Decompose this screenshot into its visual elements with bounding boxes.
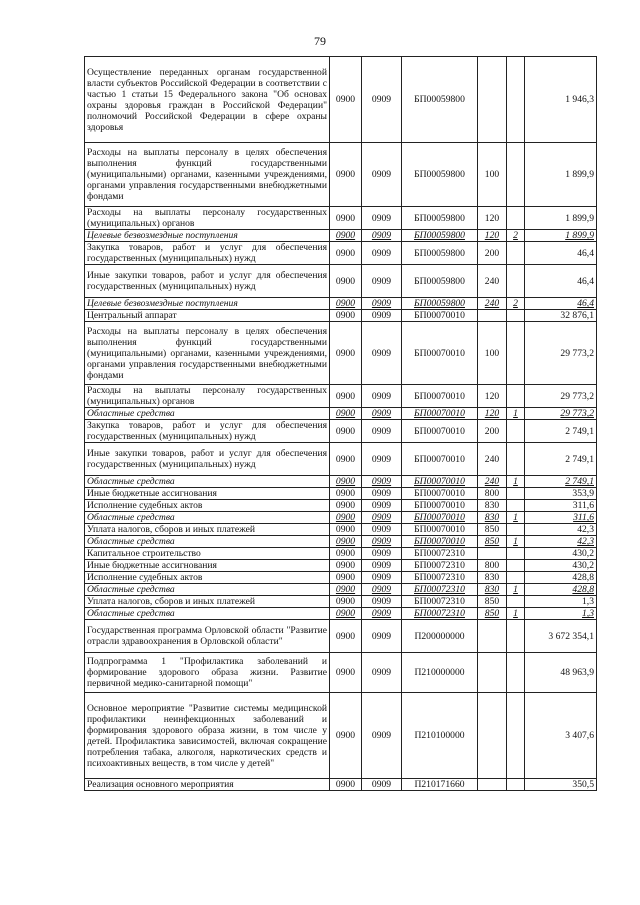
row-amount-cell: 29 773,2	[525, 322, 597, 385]
row-funding-source-cell	[507, 500, 525, 512]
table-row	[85, 536, 597, 548]
row-name-cell: Исполнение судебных актов	[85, 500, 330, 512]
row-expense-type-cell	[478, 310, 507, 322]
row-target-article-cell: П210000000	[402, 653, 478, 693]
row-expense-type-cell: 850	[478, 524, 507, 536]
row-name-cell: Областные средства	[85, 408, 330, 420]
row-subsection-cell: 0909	[362, 476, 402, 488]
row-target-article-cell: БП00070010	[402, 322, 478, 385]
row-amount-cell: 353,9	[525, 488, 597, 500]
row-expense-type-cell: 100	[478, 322, 507, 385]
row-subsection-cell: 0909	[362, 596, 402, 608]
row-expense-type-cell	[478, 548, 507, 560]
row-section-cell: 0900	[330, 265, 362, 298]
row-target-article-cell: БП00070010	[402, 385, 478, 408]
row-funding-source-cell	[507, 57, 525, 143]
row-subsection-cell: 0909	[362, 408, 402, 420]
row-subsection-cell: 0909	[362, 584, 402, 596]
row-section-cell: 0900	[330, 57, 362, 143]
row-expense-type-cell: 120	[478, 207, 507, 230]
row-section-cell: 0900	[330, 779, 362, 791]
row-section-cell: 0900	[330, 693, 362, 779]
row-section-cell: 0900	[330, 512, 362, 524]
row-funding-source-cell	[507, 420, 525, 443]
row-expense-type-cell	[478, 653, 507, 693]
row-name-cell: Осуществление переданных органам государственной власти субъектов Российской Федерации в соответствии с частью 1 статьи 15 Федерального закона "Об основах охраны здоровья граждан в Российской Федерации" полномочий Российской Федерации в сфере охраны здоровья	[85, 57, 330, 143]
row-name-cell: Целевые безвозмездные поступления	[85, 298, 330, 310]
row-subsection-cell: 0909	[362, 57, 402, 143]
row-amount-cell: 428,8	[525, 572, 597, 584]
row-section-cell: 0900	[330, 443, 362, 476]
row-funding-source-cell: 1	[507, 536, 525, 548]
table-row	[85, 608, 597, 620]
row-target-article-cell: БП00059800	[402, 265, 478, 298]
row-name-cell: Реализация основного мероприятия	[85, 779, 330, 791]
row-funding-source-cell	[507, 488, 525, 500]
row-expense-type-cell: 120	[478, 230, 507, 242]
row-target-article-cell: БП00072310	[402, 608, 478, 620]
row-section-cell: 0900	[330, 230, 362, 242]
row-funding-source-cell	[507, 207, 525, 230]
row-funding-source-cell: 2	[507, 230, 525, 242]
row-subsection-cell: 0909	[362, 560, 402, 572]
row-funding-source-cell	[507, 242, 525, 265]
row-section-cell: 0900	[330, 500, 362, 512]
row-expense-type-cell: 240	[478, 298, 507, 310]
row-section-cell: 0900	[330, 420, 362, 443]
row-funding-source-cell	[507, 265, 525, 298]
row-subsection-cell: 0909	[362, 500, 402, 512]
row-funding-source-cell	[507, 572, 525, 584]
row-expense-type-cell: 200	[478, 242, 507, 265]
row-section-cell: 0900	[330, 385, 362, 408]
row-section-cell: 0900	[330, 536, 362, 548]
row-amount-cell: 2 749,1	[525, 476, 597, 488]
row-expense-type-cell: 830	[478, 584, 507, 596]
row-subsection-cell: 0909	[362, 242, 402, 265]
row-amount-cell: 1 899,9	[525, 143, 597, 207]
row-subsection-cell: 0909	[362, 536, 402, 548]
row-amount-cell: 42,3	[525, 524, 597, 536]
row-funding-source-cell: 2	[507, 298, 525, 310]
row-subsection-cell: 0909	[362, 385, 402, 408]
row-name-cell: Закупка товаров, работ и услуг для обеспечения государственных (муниципальных) нужд	[85, 242, 330, 265]
row-amount-cell: 430,2	[525, 560, 597, 572]
table-row	[85, 322, 597, 385]
row-target-article-cell: П210171660	[402, 779, 478, 791]
row-funding-source-cell: 1	[507, 476, 525, 488]
row-amount-cell: 32 876,1	[525, 310, 597, 322]
table-row	[85, 408, 597, 420]
row-funding-source-cell	[507, 548, 525, 560]
table-row	[85, 572, 597, 584]
table-row	[85, 620, 597, 653]
row-expense-type-cell: 830	[478, 512, 507, 524]
row-amount-cell: 3 407,6	[525, 693, 597, 779]
row-subsection-cell: 0909	[362, 310, 402, 322]
row-target-article-cell: БП00070010	[402, 310, 478, 322]
row-name-cell: Уплата налогов, сборов и иных платежей	[85, 524, 330, 536]
row-subsection-cell: 0909	[362, 548, 402, 560]
row-section-cell: 0900	[330, 143, 362, 207]
row-funding-source-cell	[507, 322, 525, 385]
row-section-cell: 0900	[330, 560, 362, 572]
row-target-article-cell: БП00070010	[402, 488, 478, 500]
row-funding-source-cell	[507, 693, 525, 779]
row-expense-type-cell	[478, 620, 507, 653]
row-expense-type-cell: 800	[478, 560, 507, 572]
row-subsection-cell: 0909	[362, 207, 402, 230]
row-amount-cell: 29 773,2	[525, 385, 597, 408]
row-expense-type-cell: 240	[478, 265, 507, 298]
row-target-article-cell: БП00059800	[402, 242, 478, 265]
row-expense-type-cell	[478, 779, 507, 791]
row-amount-cell: 1 946,3	[525, 57, 597, 143]
row-section-cell: 0900	[330, 408, 362, 420]
row-expense-type-cell: 800	[478, 488, 507, 500]
row-section-cell: 0900	[330, 620, 362, 653]
row-subsection-cell: 0909	[362, 143, 402, 207]
row-subsection-cell: 0909	[362, 572, 402, 584]
row-target-article-cell: БП00070010	[402, 512, 478, 524]
row-name-cell: Областные средства	[85, 608, 330, 620]
row-funding-source-cell	[507, 143, 525, 207]
row-section-cell: 0900	[330, 596, 362, 608]
row-section-cell: 0900	[330, 572, 362, 584]
row-expense-type-cell: 850	[478, 596, 507, 608]
row-amount-cell: 430,2	[525, 548, 597, 560]
row-expense-type-cell: 120	[478, 385, 507, 408]
table-row	[85, 560, 597, 572]
row-expense-type-cell	[478, 57, 507, 143]
table-row	[85, 596, 597, 608]
table-row	[85, 693, 597, 779]
row-funding-source-cell	[507, 653, 525, 693]
row-name-cell: Иные закупки товаров, работ и услуг для обеспечения государственных (муниципальных) нужд	[85, 265, 330, 298]
table-row	[85, 524, 597, 536]
table-row	[85, 143, 597, 207]
row-amount-cell: 42,3	[525, 536, 597, 548]
row-name-cell: Расходы на выплаты персоналу государственных (муниципальных) органов	[85, 385, 330, 408]
row-funding-source-cell: 1	[507, 608, 525, 620]
row-funding-source-cell	[507, 779, 525, 791]
row-amount-cell: 428,8	[525, 584, 597, 596]
row-target-article-cell: БП00072310	[402, 572, 478, 584]
row-subsection-cell: 0909	[362, 322, 402, 385]
row-expense-type-cell	[478, 693, 507, 779]
table-row	[85, 584, 597, 596]
row-name-cell: Капитальное строительство	[85, 548, 330, 560]
row-amount-cell: 48 963,9	[525, 653, 597, 693]
row-target-article-cell: БП00059800	[402, 298, 478, 310]
row-funding-source-cell	[507, 560, 525, 572]
table-row	[85, 207, 597, 230]
table-row	[85, 779, 597, 791]
row-name-cell: Уплата налогов, сборов и иных платежей	[85, 596, 330, 608]
row-amount-cell: 3 672 354,1	[525, 620, 597, 653]
row-name-cell: Областные средства	[85, 512, 330, 524]
row-expense-type-cell: 830	[478, 500, 507, 512]
table-row	[85, 57, 597, 143]
row-funding-source-cell	[507, 443, 525, 476]
row-target-article-cell: БП00059800	[402, 57, 478, 143]
table-row	[85, 512, 597, 524]
row-funding-source-cell	[507, 524, 525, 536]
row-name-cell: Иные бюджетные ассигнования	[85, 488, 330, 500]
row-amount-cell: 350,5	[525, 779, 597, 791]
row-name-cell: Иные бюджетные ассигнования	[85, 560, 330, 572]
row-target-article-cell: БП00070010	[402, 500, 478, 512]
row-subsection-cell: 0909	[362, 524, 402, 536]
table-row	[85, 230, 597, 242]
row-amount-cell: 46,4	[525, 298, 597, 310]
row-name-cell: Областные средства	[85, 584, 330, 596]
row-amount-cell: 46,4	[525, 265, 597, 298]
row-subsection-cell: 0909	[362, 653, 402, 693]
page-number: 79	[314, 34, 326, 48]
row-funding-source-cell	[507, 385, 525, 408]
row-expense-type-cell: 830	[478, 572, 507, 584]
row-target-article-cell: БП00070010	[402, 420, 478, 443]
row-name-cell: Целевые безвозмездные поступления	[85, 230, 330, 242]
row-section-cell: 0900	[330, 476, 362, 488]
row-target-article-cell: БП00059800	[402, 230, 478, 242]
row-target-article-cell: БП00072310	[402, 560, 478, 572]
row-expense-type-cell: 240	[478, 476, 507, 488]
row-expense-type-cell: 120	[478, 408, 507, 420]
row-section-cell: 0900	[330, 584, 362, 596]
row-name-cell: Расходы на выплаты персоналу государственных (муниципальных) органов	[85, 207, 330, 230]
table-row	[85, 385, 597, 408]
row-name-cell: Областные средства	[85, 476, 330, 488]
row-section-cell: 0900	[330, 310, 362, 322]
row-amount-cell: 311,6	[525, 500, 597, 512]
row-funding-source-cell: 1	[507, 584, 525, 596]
row-expense-type-cell: 850	[478, 536, 507, 548]
row-amount-cell: 2 749,1	[525, 420, 597, 443]
row-amount-cell: 1 899,9	[525, 230, 597, 242]
row-expense-type-cell: 850	[478, 608, 507, 620]
row-section-cell: 0900	[330, 653, 362, 693]
row-section-cell: 0900	[330, 524, 362, 536]
row-section-cell: 0900	[330, 608, 362, 620]
table-row	[85, 310, 597, 322]
row-name-cell: Иные закупки товаров, работ и услуг для обеспечения государственных (муниципальных) нужд	[85, 443, 330, 476]
table-row	[85, 242, 597, 265]
table-row	[85, 476, 597, 488]
row-funding-source-cell: 1	[507, 408, 525, 420]
row-amount-cell: 29 773,2	[525, 408, 597, 420]
row-name-cell: Закупка товаров, работ и услуг для обеспечения государственных (муниципальных) нужд	[85, 420, 330, 443]
table-row	[85, 420, 597, 443]
row-amount-cell: 1,3	[525, 596, 597, 608]
row-subsection-cell: 0909	[362, 608, 402, 620]
row-amount-cell: 1 899,9	[525, 207, 597, 230]
row-name-cell: Исполнение судебных актов	[85, 572, 330, 584]
row-expense-type-cell: 200	[478, 420, 507, 443]
row-subsection-cell: 0909	[362, 420, 402, 443]
row-target-article-cell: БП00070010	[402, 524, 478, 536]
row-subsection-cell: 0909	[362, 620, 402, 653]
row-name-cell: Центральный аппарат	[85, 310, 330, 322]
row-subsection-cell: 0909	[362, 512, 402, 524]
row-funding-source-cell: 1	[507, 512, 525, 524]
row-section-cell: 0900	[330, 207, 362, 230]
row-subsection-cell: 0909	[362, 230, 402, 242]
row-target-article-cell: БП00059800	[402, 143, 478, 207]
row-section-cell: 0900	[330, 488, 362, 500]
row-target-article-cell: БП00070010	[402, 476, 478, 488]
row-target-article-cell: БП00059800	[402, 207, 478, 230]
row-name-cell: Расходы на выплаты персоналу в целях обеспечения выполнения функций государственными (муниципальными) органами, казенными учреждениями, органами управления государственными внебюджетными фондами	[85, 322, 330, 385]
row-amount-cell: 311,6	[525, 512, 597, 524]
row-subsection-cell: 0909	[362, 265, 402, 298]
row-target-article-cell: П200000000	[402, 620, 478, 653]
row-target-article-cell: П210100000	[402, 693, 478, 779]
row-section-cell: 0900	[330, 322, 362, 385]
row-section-cell: 0900	[330, 298, 362, 310]
table-row	[85, 265, 597, 298]
row-name-cell: Подпрограмма 1 "Профилактика заболеваний и формирование здорового образа жизни. Развитие первичной медико-санитарной помощи"	[85, 653, 330, 693]
row-section-cell: 0900	[330, 242, 362, 265]
row-funding-source-cell	[507, 596, 525, 608]
row-subsection-cell: 0909	[362, 779, 402, 791]
row-amount-cell: 46,4	[525, 242, 597, 265]
table-row	[85, 500, 597, 512]
row-target-article-cell: БП00070010	[402, 443, 478, 476]
row-name-cell: Основное мероприятие "Развитие системы медицинской профилактики неинфекционных заболеваний и формирования здорового образа жизни, в том числе у детей. Профилактика зависимостей, включая сокращение потребления табака, алкоголя, наркотических средств и психоактивных веществ, в том числе у детей"	[85, 693, 330, 779]
table-row	[85, 443, 597, 476]
row-expense-type-cell: 100	[478, 143, 507, 207]
table-row	[85, 548, 597, 560]
row-name-cell: Расходы на выплаты персоналу в целях обеспечения выполнения функций государственными (муниципальными) органами, казенными учреждениями, органами управления государственными внебюджетными фондами	[85, 143, 330, 207]
row-target-article-cell: БП00072310	[402, 584, 478, 596]
row-amount-cell: 1,3	[525, 608, 597, 620]
row-section-cell: 0900	[330, 548, 362, 560]
row-funding-source-cell	[507, 310, 525, 322]
row-subsection-cell: 0909	[362, 443, 402, 476]
row-amount-cell: 2 749,1	[525, 443, 597, 476]
table-row	[85, 653, 597, 693]
row-target-article-cell: БП00070010	[402, 536, 478, 548]
row-name-cell: Государственная программа Орловской области "Развитие отрасли здравоохранения в Орловской области"	[85, 620, 330, 653]
row-subsection-cell: 0909	[362, 693, 402, 779]
budget-table	[84, 56, 597, 791]
row-expense-type-cell: 240	[478, 443, 507, 476]
row-subsection-cell: 0909	[362, 298, 402, 310]
row-name-cell: Областные средства	[85, 536, 330, 548]
table-row	[85, 298, 597, 310]
row-funding-source-cell	[507, 620, 525, 653]
row-target-article-cell: БП00072310	[402, 548, 478, 560]
row-subsection-cell: 0909	[362, 488, 402, 500]
table-row	[85, 488, 597, 500]
row-target-article-cell: БП00070010	[402, 408, 478, 420]
row-target-article-cell: БП00072310	[402, 596, 478, 608]
